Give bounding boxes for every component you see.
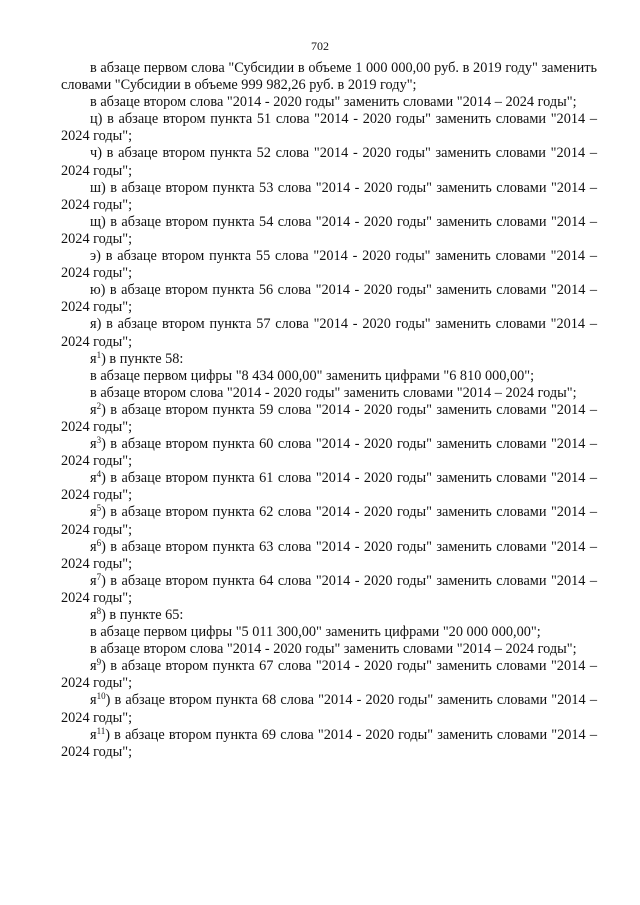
paragraph-text: в абзаце первом слова "Субсидии в объеме 1 000 000,00 руб. в 2019 году" заменить словами "Субсидии в объеме 999 982,26 руб. в 2019 году"; (61, 60, 597, 94)
amendment-paragraph (61, 470, 597, 504)
paragraph-text: щ) в абзаце втором пункта 54 слова "2014 - 2020 годы" заменить словами "2014 – 2024 годы"; (61, 213, 597, 247)
item-letter: я (90, 607, 97, 623)
amendment-paragraph (61, 727, 597, 761)
item-superscript: 7 (96, 571, 102, 582)
amendment-paragraph (61, 316, 597, 350)
item-letter: я (90, 658, 97, 675)
paragraph-text: ) в абзаце втором пункта 67 слова "2014 - 2020 годы" заменить словами "2014 – 2024 годы"; (61, 658, 597, 692)
paragraph-text: ц) в абзаце втором пункта 51 слова "2014 - 2020 годы" заменить словами "2014 – 2024 годы"; (61, 111, 597, 145)
amendment-paragraph (61, 111, 597, 145)
amendment-paragraph (61, 60, 597, 94)
item-superscript: 9 (96, 657, 102, 668)
amendment-paragraph (61, 248, 597, 282)
amendment-paragraph (61, 436, 597, 470)
item-letter: я (90, 504, 97, 521)
item-letter: я (90, 692, 97, 709)
item-letter: я (90, 572, 97, 589)
item-superscript: 3 (96, 435, 102, 446)
item-superscript: 10 (96, 691, 106, 702)
amendment-paragraph (61, 402, 597, 436)
paragraph-text: в абзаце втором слова "2014 - 2020 годы" заменить словами "2014 – 2024 годы"; (90, 641, 577, 658)
amendment-paragraph (61, 351, 597, 368)
paragraph-text: ) в пункте 58: (101, 350, 184, 367)
paragraph-text: ) в абзаце втором пункта 61 слова "2014 - 2020 годы" заменить словами "2014 – 2024 годы"; (61, 470, 597, 504)
amendment-paragraph (61, 385, 597, 402)
paragraph-text: в абзаце втором слова "2014 - 2020 годы" заменить словами "2014 – 2024 годы"; (90, 94, 577, 111)
amendment-paragraph (61, 539, 597, 573)
amendment-paragraph (61, 658, 597, 692)
item-letter: я (90, 436, 97, 453)
paragraph-text: ) в абзаце втором пункта 63 слова "2014 - 2020 годы" заменить словами "2014 – 2024 годы"; (61, 538, 597, 572)
amendment-paragraph (61, 94, 597, 111)
amendment-paragraph (61, 692, 597, 726)
item-superscript: 2 (96, 400, 102, 411)
paragraph-text: ) в абзаце втором пункта 69 слова "2014 - 2020 годы" заменить словами "2014 – 2024 годы"; (61, 726, 597, 760)
paragraph-text: я) в абзаце втором пункта 57 слова "2014 - 2020 годы" заменить словами "2014 – 2024 годы"; (61, 316, 597, 350)
amendment-paragraph (61, 504, 597, 538)
amendment-paragraph (61, 624, 597, 641)
paragraph-text: ш) в абзаце втором пункта 53 слова "2014 - 2020 годы" заменить словами "2014 – 2024 годы"; (61, 179, 597, 213)
item-superscript: 11 (96, 725, 106, 736)
paragraph-text: ) в пункте 65: (101, 607, 184, 623)
document-body (61, 60, 597, 761)
item-letter: я (90, 350, 97, 367)
amendment-paragraph (61, 607, 597, 624)
amendment-paragraph (61, 368, 597, 385)
paragraph-text: ) в абзаце втором пункта 60 слова "2014 - 2020 годы" заменить словами "2014 – 2024 годы"; (61, 436, 597, 470)
amendment-paragraph (61, 180, 597, 214)
amendment-paragraph (61, 573, 597, 607)
paragraph-text: э) в абзаце втором пункта 55 слова "2014 - 2020 годы" заменить словами "2014 – 2024 годы"; (61, 248, 597, 282)
item-superscript: 5 (96, 503, 102, 514)
item-letter: я (90, 726, 97, 743)
amendment-paragraph (61, 641, 597, 658)
item-letter: я (90, 401, 97, 418)
paragraph-text: в абзаце первом цифры "8 434 000,00" заменить цифрами "6 810 000,00"; (90, 367, 535, 384)
paragraph-text: ) в абзаце втором пункта 62 слова "2014 - 2020 годы" заменить словами "2014 – 2024 годы"; (61, 504, 597, 538)
item-superscript: 8 (96, 606, 102, 616)
page-number: 702 (311, 39, 329, 53)
item-superscript: 6 (96, 537, 102, 548)
amendment-paragraph (61, 214, 597, 248)
paragraph-text: ) в абзаце втором пункта 68 слова "2014 - 2020 годы" заменить словами "2014 – 2024 годы"; (61, 692, 597, 726)
item-letter: я (90, 538, 97, 555)
paragraph-text: ) в абзаце втором пункта 64 слова "2014 - 2020 годы" заменить словами "2014 – 2024 годы"; (61, 572, 597, 606)
item-superscript: 1 (96, 349, 102, 360)
paragraph-text: в абзаце первом цифры "5 011 300,00" заменить цифрами "20 000 000,00"; (90, 624, 541, 641)
paragraph-text: ч) в абзаце втором пункта 52 слова "2014 - 2020 годы" заменить словами "2014 – 2024 годы"; (61, 145, 597, 179)
amendment-paragraph (61, 145, 597, 179)
item-letter: я (90, 470, 97, 487)
amendment-paragraph (61, 282, 597, 316)
paragraph-text: ю) в абзаце втором пункта 56 слова "2014 - 2020 годы" заменить словами "2014 – 2024 годы"; (61, 282, 597, 316)
paragraph-text: в абзаце втором слова "2014 - 2020 годы" заменить словами "2014 – 2024 годы"; (90, 384, 577, 401)
paragraph-text: ) в абзаце втором пункта 59 слова "2014 - 2020 годы" заменить словами "2014 – 2024 годы"; (61, 401, 597, 435)
item-superscript: 4 (96, 469, 102, 480)
